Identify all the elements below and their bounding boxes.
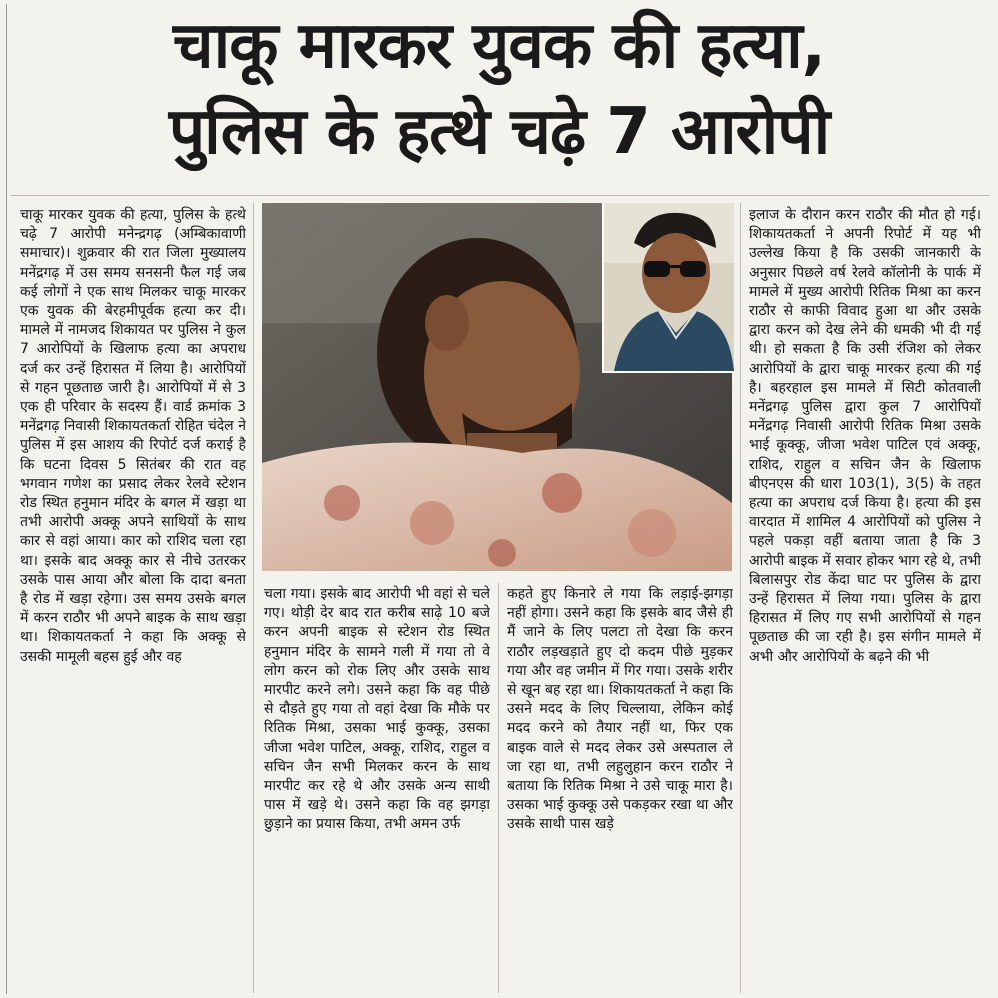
article-text-col3: कहते हुए किनारे ले गया कि लड़ाई-झगड़ा नहीं होगा। उसने कहा कि इसके बाद जैसे ही मैं जाने के लिए पलटा तो देखा कि करन राठौर लड़खड़ाते हुए दो कदम पीछे मुड़कर गया और वह जमीन में गिर गया। उसके शरीर से खून बह रहा था। शिकायतकर्ता ने कहा कि उसने मदद के लिए चिल्लाया, लेकिन कोई मदद करने को तैयार नहीं था, फिर एक बाइक वाले से मदद लेकर उसे अस्पताल ले जा रहा था, तभी लहुलुहान करन राठौर ने बताया कि रितिक मिश्रा ने उसे चाकू मारा है। उसका भाई कुक्कू उसे पकड़कर रखा था और उसके साथी पास खड़े xyxy=(507,586,733,833)
article-column-1 xyxy=(20,206,246,996)
victim-portrait-illustration xyxy=(604,203,734,371)
victim-portrait-inset xyxy=(602,203,734,373)
article-column-3 xyxy=(507,585,733,996)
article-text-col4: इलाज के दौरान करन राठौर की मौत हो गई। शिकायतकर्ता ने अपनी रिपोर्ट में यह भी उल्लेख किया है कि उसकी जानकारी के अनुसार पिछले वर्ष रेलवे कॉलोनी के पार्क में मामले में मुख्य आरोपी रितिक मिश्रा का करन राठौर से काफी विवाद हुआ था और उसके द्वारा करन को देख लेने की धमकी भी दी गई थी। हो सकता है कि उसी रंजिश को लेकर आरोपियों के द्वारा चाकू मारकर हत्या की गई है। बहरहाल इस मामले में सिटी कोतवाली मनेंद्रगढ़ पुलिस द्वारा कुल 7 आरोपियों मनेंद्रगढ़ निवासी आरोपी रितिक मिश्रा उसके भाई कूक्कू, जीजा भवेश पाटिल एवं अक्कू, राशिद, राहुल व सचिन जैन के खिलाफ बीएनएस की धारा 103(1), 3(5) के तहत हत्या का अपराध दर्ज किया है। हत्या की इस वारदात में शामिल 4 आरोपियों को पुलिस ने पहले पकड़ा वहीं बताया जाता है कि 3 आरोपी बाइक में सवार होकर भाग रहे थे, तभी बिलासपुर रोड केंदा घाट पर पुलिस के द्वारा उन्हें हिरासत में लिया गया। पुलिस के द्वारा हिरासत में लिए गए सभी आरोपियों से गहन पूछताछ की जा रही है। इस संगीन मामले में अभी और आरोपियों के बढ़ने की भी xyxy=(749,207,981,665)
article-column-2 xyxy=(264,585,490,996)
article-text-col2: चला गया। इसके बाद आरोपी भी वहां से चले गए। थोड़ी देर बाद रात करीब साढ़े 10 बजे करन अपनी बाइक से स्टेशन रोड स्थित हनुमान मंदिर के सामने गली में गया तो वे लोग करन को रोक लिए और उसके साथ मारपीट करने लगे। उसने कहा कि वह पीछे से दौड़ते हुए गया तो वहां देखा कि मौके पर रितिक मिश्रा, उसका भाई कुक्कू, उसका जीजा भवेश पाटिल, अक्कू, राशिद, राहुल व सचिन जैन सभी मिलकर करन के साथ मारपीट कर रहे थे और उसके अन्य साथी पास में खड़े थे। उसने कहा कि वह झगड़ा छुड़ाने का प्रयास किया, तभी अमन उर्फ xyxy=(264,586,490,833)
column-divider xyxy=(740,203,741,993)
column-divider xyxy=(253,203,254,993)
headline-divider xyxy=(10,195,990,196)
article-column-4 xyxy=(749,206,981,996)
headline-line-2: पुलिस के हत्थे चढ़े 7 आरोपी xyxy=(168,95,830,169)
headline-line-1: चाकू मारकर युवक की हत्या, xyxy=(173,9,825,83)
article-text-col1: चाकू मारकर युवक की हत्या, पुलिस के हत्थे चढ़े 7 आरोपी मनेन्द्रगढ़ (अम्बिकावाणी समाचार)। शुक्रवार की रात जिला मुख्यालय मनेंद्रगढ़ में उस समय सनसनी फैल गई जब कई लोगों ने एक साथ मिलकर चाकू मारकर एक युवक की बेरहमीपूर्वक हत्या कर दी। मामले में नामजद शिकायत पर पुलिस ने कुल 7 आरोपियों के खिलाफ हत्या का अपराध दर्ज कर उन्हें हिरासत में लिया है। आरोपियों से गहन पूछताछ जारी है। आरोपियों में से 3 एक ही परिवार के सदस्य हैं। वार्ड क्रमांक 3 मनेंद्रगढ़ निवासी शिकायतकर्ता रोहित चंदेल ने पुलिस में इस आशय की रिपोर्ट दर्ज कराई है कि घटना दिवस 5 सितंबर की रात वह भगवान गणेश का प्रसाद लेकर रेलवे स्टेशन रोड स्थित हनुमान मंदिर के बगल में खड़ा था तभी आरोपी अक्कू अपने साथियों के साथ कार से वहां आया। कार को राशिद चला रहा था। इसके बाद अक्कू कार से नीचे उतरकर उसके पास आया और बोला कि दादा बनता है रोड में खड़ा रहेगा। उस समय उसके बगल में करन राठौर भी अपने बाइक के साथ खड़ा था। शिकायतकर्ता ने कहा कि अक्कू से उसकी मामूली बहस हुई और वह xyxy=(20,207,246,665)
column-divider xyxy=(498,583,499,993)
